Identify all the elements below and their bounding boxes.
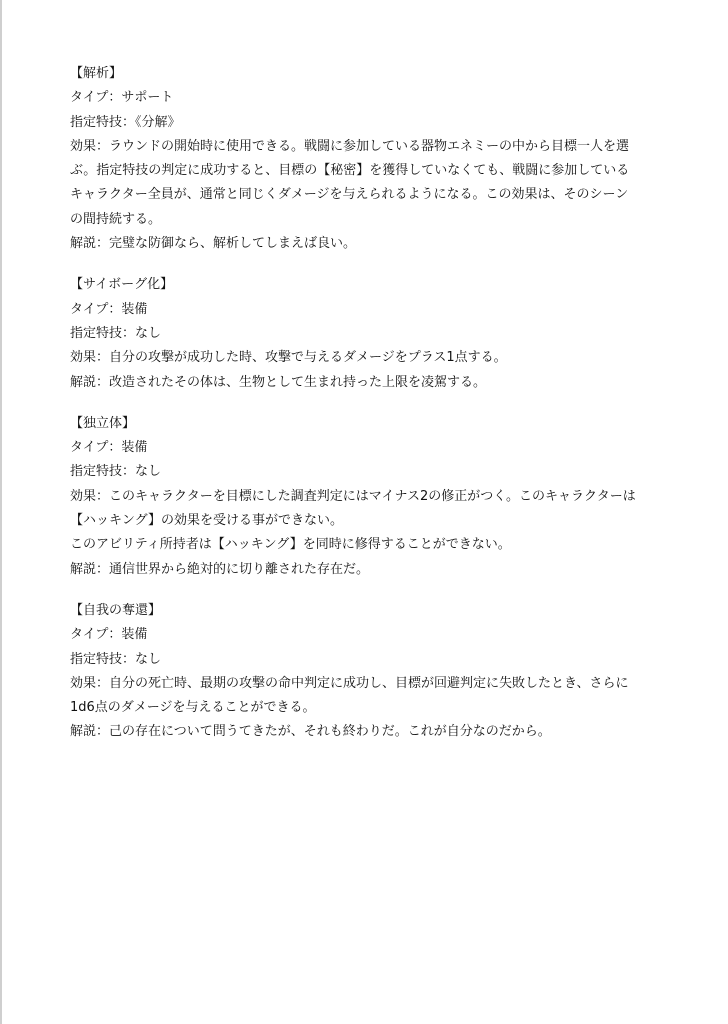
ability-section-cyborg: [70, 273, 670, 394]
ability-effect-line: 【ハッキング】の効果を受ける事ができない。: [70, 513, 344, 529]
ability-type: タイプ：装備: [70, 301, 148, 317]
ability-effect-line: 効果：このキャラクターを目標にした調査判定にはマイナス2の修正がつく。このキャラクターは: [70, 488, 636, 504]
ability-effect-line: 効果：自分の攻撃が成功した時、攻撃で与えるダメージをプラス1点する。: [70, 350, 507, 366]
ability-section-independent: [70, 412, 670, 582]
ability-title: 【自我の奪還】: [70, 602, 162, 618]
ability-effect-line: キャラクター全員が、通常と同じくダメージを与えられるようになる。この効果は、そのシーン: [70, 187, 629, 203]
ability-commentary: 解説：己の存在について問うてきたが、それも終わりだ。これが自分なのだから。: [70, 724, 551, 740]
ability-commentary: 解説：改造されたその体は、生物として生まれ持った上限を凌駕する。: [70, 374, 487, 390]
ability-type: タイプ：サポート: [70, 90, 174, 106]
ability-type: タイプ：装備: [70, 440, 148, 456]
page-left-edge: [0, 0, 2, 1024]
ability-skill: 指定特技：なし: [70, 325, 162, 341]
ability-section-ego-reclaim: [70, 599, 670, 745]
ability-effect-line: 1d6点のダメージを与えることができる。: [70, 700, 316, 716]
ability-type: タイプ：装備: [70, 627, 148, 643]
ability-skill: 指定特技：《分解》: [70, 114, 181, 130]
ability-effect-line: 効果：ラウンドの開始時に使用できる。戦闘に参加している器物エネミーの中から目標一人を選: [70, 138, 630, 154]
ability-effect-line: の間持続する。: [70, 211, 162, 227]
ability-title: 【独立体】: [70, 415, 136, 431]
ability-commentary: 解説：完璧な防御なら、解析してしまえば良い。: [70, 236, 357, 252]
ability-commentary: 解説：通信世界から絶対的に切り離された存在だ。: [70, 561, 370, 577]
ability-skill: 指定特技：なし: [70, 464, 162, 480]
ability-note: このアビリティ所持者は【ハッキング】を同時に修得することができない。: [70, 537, 511, 553]
ability-title: 【解析】: [70, 66, 123, 81]
ability-effect-line: ぶ。指定特技の判定に成功すると、目標の【秘密】を獲得していなくても、戦闘に参加している: [70, 163, 630, 179]
ability-effect-line: 効果：自分の死亡時、最期の攻撃の命中判定に成功し、目標が回避判定に失敗したとき、さらに: [70, 675, 629, 691]
document-body: [70, 62, 670, 762]
ability-skill: 指定特技：なし: [70, 651, 162, 667]
ability-section-analysis: [70, 62, 670, 256]
ability-title: 【サイボーグ化】: [70, 277, 174, 293]
